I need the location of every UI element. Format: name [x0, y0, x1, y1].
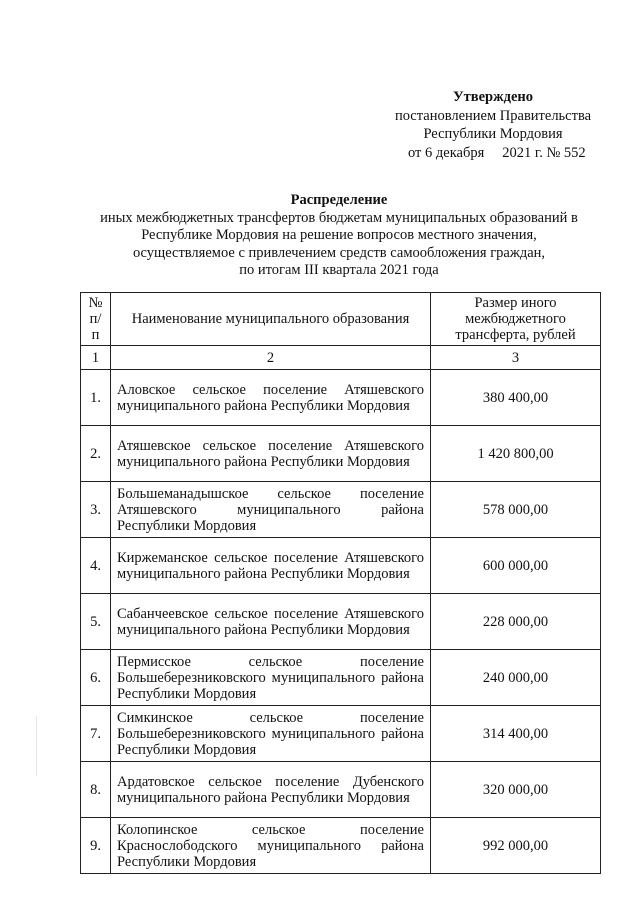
- row-num: 5.: [81, 594, 111, 650]
- row-name-line-2: муниципального района Республики Мордовия: [117, 789, 410, 806]
- header-num: [81, 293, 111, 346]
- row-amount: 578 000,00: [431, 482, 601, 538]
- approval-block: [380, 88, 606, 162]
- table-row: [81, 482, 601, 538]
- row-name-line-3: Республики Мордовия: [117, 741, 257, 758]
- approval-date-prefix: от: [408, 144, 422, 161]
- table-header-row: [81, 293, 601, 346]
- heading-line-3: осуществляемое с привлечением средств самообложения граждан,: [132, 244, 546, 261]
- row-amount: 314 400,00: [431, 706, 601, 762]
- heading-line-2: Республике Мордовия на решение вопросов местного значения,: [141, 227, 537, 243]
- column-number-row: [81, 346, 601, 370]
- row-num: 3.: [81, 482, 111, 538]
- row-name-line-1: Киржеманское сельское поселение Атяшевского: [117, 549, 424, 566]
- row-name-line-1: Сабанчеевское сельское поселение Атяшевского: [117, 605, 424, 622]
- heading-line-1: иных межбюджетных трансфертов бюджетам муниципальных образований в: [100, 209, 578, 226]
- header-amount-line-1: Размер иного: [474, 295, 557, 311]
- table-row: [81, 762, 601, 818]
- document-heading: [78, 192, 600, 280]
- row-num: 1.: [81, 370, 111, 426]
- column-number-3: 3: [431, 346, 601, 370]
- row-name: [111, 482, 431, 538]
- row-amount: 992 000,00: [431, 818, 601, 874]
- row-num: 7.: [81, 706, 111, 762]
- row-num: 2.: [81, 426, 111, 482]
- heading-title: Распределение: [290, 192, 388, 208]
- row-name-line-2: Большеберезниковского муниципального района: [117, 669, 424, 686]
- table-row: [81, 594, 601, 650]
- table-row: [81, 706, 601, 762]
- row-name-line-3: Республики Мордовия: [117, 517, 257, 534]
- row-name-line-2: муниципального района Республики Мордовия: [117, 397, 410, 414]
- row-name-line-1: Ардатовское сельское поселение Дубенского: [117, 773, 424, 790]
- approval-date-line: [380, 144, 606, 163]
- row-amount: 228 000,00: [431, 594, 601, 650]
- table-row: [81, 650, 601, 706]
- row-name: [111, 538, 431, 594]
- distribution-table: [80, 292, 601, 874]
- row-name-line-1: Симкинское сельское поселение: [117, 709, 424, 726]
- heading-line-4: по итогам III квартала 2021 года: [239, 262, 439, 278]
- row-name-line-2: муниципального района Республики Мордовия: [117, 453, 410, 470]
- header-num-line-2: п/п: [89, 311, 102, 343]
- approval-title: Утверждено: [453, 89, 533, 105]
- row-num: 6.: [81, 650, 111, 706]
- approval-date-day: 6: [425, 144, 433, 161]
- row-name-line-2: муниципального района Республики Мордовия: [117, 565, 410, 582]
- row-name: [111, 762, 431, 818]
- header-num-line-1: №: [88, 295, 103, 311]
- row-name-line-2: муниципального района Республики Мордовия: [117, 621, 410, 638]
- row-name: [111, 650, 431, 706]
- approval-line-1: постановлением Правительства: [394, 107, 592, 124]
- row-amount: 380 400,00: [431, 370, 601, 426]
- row-name: [111, 706, 431, 762]
- column-number-2: 2: [111, 346, 431, 370]
- row-num: 9.: [81, 818, 111, 874]
- row-amount: 240 000,00: [431, 650, 601, 706]
- row-amount: 320 000,00: [431, 762, 601, 818]
- row-name-line-2: Краснослободского муниципального района: [117, 837, 424, 854]
- row-name-line-1: Атяшевское сельское поселение Атяшевского: [117, 437, 424, 454]
- row-name-line-2: Большеберезниковского муниципального района: [117, 725, 424, 742]
- header-amount: [431, 293, 601, 346]
- approval-date-year-number: 2021 г. № 552: [502, 144, 586, 161]
- table-row: [81, 538, 601, 594]
- header-name: Наименование муниципального образования: [111, 293, 431, 346]
- table-row: [81, 818, 601, 874]
- row-name-line-1: Большеманадышское сельское поселение: [117, 485, 424, 502]
- row-amount: 600 000,00: [431, 538, 601, 594]
- table-row: [81, 370, 601, 426]
- row-name: [111, 594, 431, 650]
- row-name-line-1: Колопинское сельское поселение: [117, 821, 424, 838]
- header-amount-line-2: межбюджетного: [465, 311, 566, 327]
- row-name: [111, 818, 431, 874]
- approval-date-month: декабря: [435, 144, 485, 161]
- header-amount-line-3: трансферта, рублей: [455, 327, 576, 343]
- row-amount: 1 420 800,00: [431, 426, 601, 482]
- row-name: [111, 426, 431, 482]
- row-name: [111, 370, 431, 426]
- row-name-line-3: Республики Мордовия: [117, 853, 257, 870]
- row-num: 4.: [81, 538, 111, 594]
- scan-margin-mark: [36, 716, 37, 776]
- row-name-line-1: Аловское сельское поселение Атяшевского: [117, 381, 424, 398]
- table-row: [81, 426, 601, 482]
- row-name-line-3: Республики Мордовия: [117, 685, 257, 702]
- row-num: 8.: [81, 762, 111, 818]
- approval-line-2: Республики Мордовия: [423, 126, 563, 142]
- column-number-1: 1: [81, 346, 111, 370]
- row-name-line-1: Пермисское сельское поселение: [117, 653, 424, 670]
- row-name-line-2: Атяшевского муниципального района: [117, 501, 424, 518]
